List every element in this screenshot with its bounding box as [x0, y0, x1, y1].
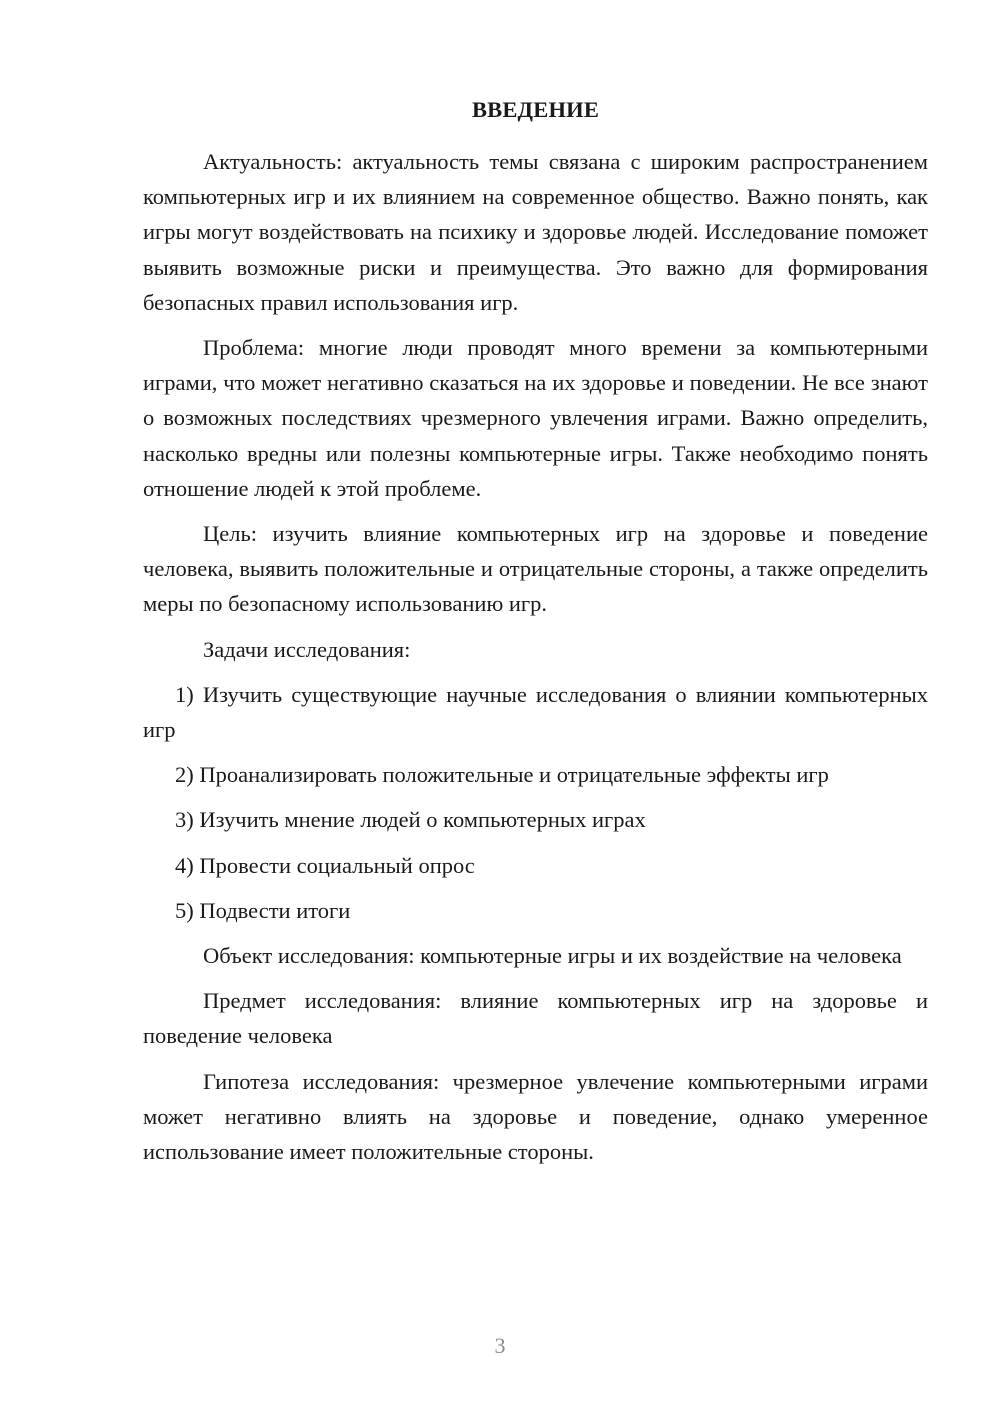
- problem-paragraph: Проблема: многие люди проводят много времени за компьютерными играми, что может негативно сказаться на их здоровье и поведении. Не все знают о возможных последствиях чрезмерного увлечения играми. Важно определить, насколько вредны или полезны компьютерные игры. Также необходимо понять отношение людей к этой проблеме.: [143, 335, 928, 501]
- relevance-paragraph: Актуальность: актуальность темы связана с широким распространением компьютерных игр и их влиянием на современное общество. Важно понять, как игры могут воздействовать на психику и здоровье людей. Исследование поможет выявить возможные риски и преимущества. Это важно для формирования безопасных правил использования игр.: [143, 149, 928, 315]
- document-page: [143, 92, 928, 1179]
- tasks-heading: Задачи исследования:: [203, 636, 411, 662]
- page-number: 3: [494, 1333, 506, 1358]
- task-item: 1) Изучить существующие научные исследования о влиянии компьютерных игр: [143, 681, 928, 743]
- subject-paragraph: Предмет исследования: влияние компьютерных игр на здоровье и поведение человека: [143, 988, 928, 1049]
- task-item: 4) Провести социальный опрос: [175, 852, 475, 878]
- goal-paragraph: Цель: изучить влияние компьютерных игр на здоровье и поведение человека, выявить положительные и отрицательные стороны, а также определить меры по безопасному использованию игр.: [143, 521, 928, 617]
- task-item: 5) Подвести итоги: [175, 897, 351, 923]
- task-item: 2) Проанализировать положительные и отрицательные эффекты игр: [175, 762, 829, 788]
- object-paragraph: Объект исследования: компьютерные игры и их воздействие на человека: [203, 943, 902, 969]
- section-title: ВВЕДЕНИЕ: [471, 97, 600, 122]
- hypothesis-paragraph: Гипотеза исследования: чрезмерное увлечение компьютерными играми может негативно влиять на здоровье и поведение, однако умеренное использование имеет положительные стороны.: [143, 1068, 928, 1165]
- task-item: 3) Изучить мнение людей о компьютерных играх: [175, 807, 646, 833]
- tasks-list: [143, 677, 928, 928]
